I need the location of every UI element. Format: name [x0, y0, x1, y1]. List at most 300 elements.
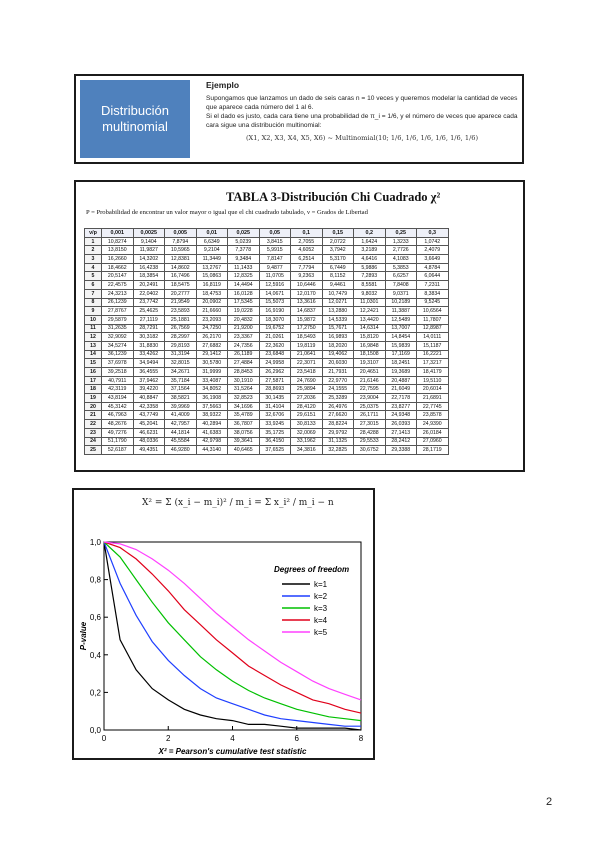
row-degrees-of-freedom: 16 — [85, 368, 102, 377]
table-cell: 46,7963 — [102, 411, 134, 420]
table-cell: 16,2221 — [417, 350, 449, 359]
row-degrees-of-freedom: 19 — [85, 394, 102, 403]
table-cell: 12,5916 — [259, 281, 291, 290]
example-line-1: Supongamos que lanzamos un dado de seis caras n = 10 veces y queremos modelar la cantidad de veces que aparece cada número del 1 al 6. — [206, 95, 518, 111]
table-cell: 26,1189 — [228, 350, 260, 359]
legend-label: k=1 — [314, 580, 328, 589]
table-cell: 6,6257 — [385, 272, 417, 281]
table-cell: 20,4832 — [228, 315, 260, 324]
table-cell: 24,3213 — [102, 289, 134, 298]
table-cell: 7,3778 — [228, 246, 260, 255]
x-tick-label: 6 — [294, 734, 299, 743]
table-cell: 5,9915 — [259, 246, 291, 255]
table-row — [85, 376, 449, 385]
table-cell: 27,1119 — [133, 315, 165, 324]
example-body — [206, 81, 518, 143]
table-cell: 19,8119 — [291, 341, 323, 350]
table-cell: 28,2997 — [165, 333, 197, 342]
legend-label: k=4 — [314, 616, 328, 625]
table-cell: 4,6052 — [291, 246, 323, 255]
x-tick-label: 2 — [166, 734, 171, 743]
table-cell: 5,3853 — [385, 263, 417, 272]
table-cell: 41,6383 — [196, 428, 228, 437]
table-cell: 21,6049 — [385, 385, 417, 394]
row-degrees-of-freedom: 1 — [85, 237, 102, 246]
table-cell: 37,6525 — [259, 446, 291, 455]
row-degrees-of-freedom: 6 — [85, 281, 102, 290]
table-cell: 18,4179 — [417, 368, 449, 377]
table-column-header: 0,01 — [196, 229, 228, 238]
table-cell: 44,1814 — [165, 428, 197, 437]
table-cell: 11,3449 — [196, 255, 228, 264]
row-degrees-of-freedom: 9 — [85, 307, 102, 316]
table-cell: 23,5418 — [291, 368, 323, 377]
table-cell: 16,2660 — [102, 255, 134, 264]
table-cell: 28,4288 — [354, 428, 386, 437]
table-row — [85, 420, 449, 429]
example-panel — [74, 74, 524, 164]
table-cell: 14,0671 — [259, 289, 291, 298]
table-row — [85, 298, 449, 307]
table-cell: 16,9190 — [259, 307, 291, 316]
table-cell: 10,6564 — [417, 307, 449, 316]
table-cell: 22,3071 — [291, 359, 323, 368]
table-cell: 15,5073 — [259, 298, 291, 307]
table-cell: 5,9886 — [354, 263, 386, 272]
table-cell: 6,6349 — [196, 237, 228, 246]
table-cell: 10,6446 — [291, 281, 323, 290]
row-degrees-of-freedom: 23 — [85, 428, 102, 437]
table-cell: 32,0069 — [291, 428, 323, 437]
table-cell: 22,7745 — [417, 402, 449, 411]
table-cell: 15,9839 — [385, 341, 417, 350]
table-row — [85, 368, 449, 377]
table-cell: 10,7479 — [322, 289, 354, 298]
table-row — [85, 255, 449, 264]
table-cell: 16,8119 — [196, 281, 228, 290]
table-cell: 12,0170 — [291, 289, 323, 298]
table-cell: 28,1719 — [417, 446, 449, 455]
table-column-header: 0,1 — [291, 229, 323, 238]
chi-square-equation: X² = Σ (x_i − m_i)² / m_i = Σ x_i² / m_i − n — [142, 498, 334, 508]
y-tick-label: 0,8 — [89, 575, 101, 585]
table-cell: 36,4150 — [259, 437, 291, 446]
table-cell: 46,9280 — [165, 446, 197, 455]
table-column-header: 0,15 — [322, 229, 354, 238]
table-cell: 29,1412 — [196, 350, 228, 359]
table-column-header: 0,005 — [165, 229, 197, 238]
row-degrees-of-freedom: 2 — [85, 246, 102, 255]
table-cell: 3,6649 — [417, 255, 449, 264]
table-cell: 31,4104 — [259, 402, 291, 411]
table-cell: 15,1187 — [417, 341, 449, 350]
p-value-chart-panel — [72, 488, 375, 760]
table-cell: 39,9969 — [165, 402, 197, 411]
multinomial-formula: (X1, X2, X3, X4, X5, X6) ~ Multinomial(10; 1/6, 1/6, 1/6, 1/6, 1/6, 1/6) — [245, 134, 479, 142]
y-tick-label: 1,0 — [89, 538, 101, 547]
table-cell: 6,7449 — [322, 263, 354, 272]
table-cell: 46,6231 — [133, 428, 165, 437]
table-cell: 27,6620 — [322, 411, 354, 420]
table-row — [85, 446, 449, 455]
table-cell: 22,3620 — [259, 341, 291, 350]
table-cell: 11,9827 — [133, 246, 165, 255]
table-row — [85, 315, 449, 324]
table-column-header: 0,2 — [354, 229, 386, 238]
table-cell: 33,9245 — [259, 420, 291, 429]
table-cell: 40,2894 — [196, 420, 228, 429]
legend-title: Degrees of freedom — [274, 565, 350, 574]
table-cell: 19,3689 — [385, 368, 417, 377]
table-cell: 20,4651 — [354, 368, 386, 377]
row-degrees-of-freedom: 15 — [85, 359, 102, 368]
table-cell: 25,0375 — [354, 402, 386, 411]
table-cell: 34,8052 — [196, 385, 228, 394]
table-cell: 14,4494 — [228, 281, 260, 290]
table-column-header: 0,025 — [228, 229, 260, 238]
table-cell: 34,2671 — [165, 368, 197, 377]
table-cell: 24,9958 — [259, 359, 291, 368]
chi-square-table-panel — [74, 180, 525, 472]
table-cell: 51,1790 — [102, 437, 134, 446]
table-cell: 20,5147 — [102, 272, 134, 281]
table-cell: 16,9893 — [322, 333, 354, 342]
table-cell: 23,8277 — [385, 402, 417, 411]
table-cell: 26,0393 — [385, 420, 417, 429]
table-cell: 16,0128 — [228, 289, 260, 298]
table-cell: 45,2041 — [133, 420, 165, 429]
table-cell: 7,2893 — [354, 272, 386, 281]
table-cell: 9,2104 — [196, 246, 228, 255]
table-corner: ν/p — [85, 229, 102, 238]
table-row — [85, 350, 449, 359]
table-cell: 16,4238 — [133, 263, 165, 272]
table-cell: 49,7276 — [102, 428, 134, 437]
table-cell: 23,7742 — [133, 298, 165, 307]
table-cell: 26,2962 — [259, 368, 291, 377]
table-cell: 21,0641 — [291, 350, 323, 359]
table-cell: 13,3616 — [291, 298, 323, 307]
chi-square-table — [84, 228, 449, 455]
p-value-chart — [74, 490, 373, 758]
table-cell: 21,0261 — [259, 333, 291, 342]
multinomial-label-box — [80, 80, 190, 158]
table-cell: 18,1508 — [354, 350, 386, 359]
table-cell: 22,9770 — [322, 376, 354, 385]
table-cell: 26,7569 — [165, 324, 197, 333]
table-cell: 20,6014 — [417, 385, 449, 394]
row-degrees-of-freedom: 24 — [85, 437, 102, 446]
table-cell: 18,2020 — [322, 341, 354, 350]
table-cell: 29,5533 — [354, 437, 386, 446]
table-cell: 27,0960 — [417, 437, 449, 446]
table-cell: 38,5821 — [165, 394, 197, 403]
table-cell: 17,2750 — [291, 324, 323, 333]
table-cell: 23,3367 — [228, 333, 260, 342]
table-cell: 14,8602 — [165, 263, 197, 272]
table-cell: 28,8224 — [322, 420, 354, 429]
table-cell: 22,4575 — [102, 281, 134, 290]
table-cell: 37,6978 — [102, 359, 134, 368]
table-cell: 19,5110 — [417, 376, 449, 385]
table-row — [85, 237, 449, 246]
table-cell: 10,2189 — [385, 298, 417, 307]
table-cell: 25,9894 — [291, 385, 323, 394]
table-column-header: 0,001 — [102, 229, 134, 238]
table-cell: 30,8133 — [291, 420, 323, 429]
table-cell: 9,4877 — [259, 263, 291, 272]
table-row — [85, 289, 449, 298]
table-cell: 32,8523 — [228, 394, 260, 403]
table-cell: 14,6314 — [354, 324, 386, 333]
table-cell: 14,8454 — [385, 333, 417, 342]
table-row — [85, 394, 449, 403]
table-body — [85, 237, 449, 454]
table-cell: 45,3142 — [102, 402, 134, 411]
row-degrees-of-freedom: 7 — [85, 289, 102, 298]
table-cell: 8,3834 — [417, 289, 449, 298]
table-cell: 42,9798 — [196, 437, 228, 446]
table-cell: 5,3170 — [322, 255, 354, 264]
table-cell: 12,8325 — [228, 272, 260, 281]
table-cell: 34,1696 — [228, 402, 260, 411]
table-cell: 19,3107 — [354, 359, 386, 368]
table-cell: 27,4884 — [228, 359, 260, 368]
row-degrees-of-freedom: 11 — [85, 324, 102, 333]
table-cell: 25,3289 — [322, 394, 354, 403]
table-cell: 14,0111 — [417, 333, 449, 342]
table-cell: 4,1083 — [385, 255, 417, 264]
x-axis-label: X² = Pearson's cumulative test statistic — [158, 747, 307, 756]
table-cell: 30,1910 — [228, 376, 260, 385]
table-cell: 13,2880 — [322, 307, 354, 316]
table-cell: 1,6424 — [354, 237, 386, 246]
table-cell: 24,7250 — [196, 324, 228, 333]
table-cell: 32,6706 — [259, 411, 291, 420]
table-title: TABLA 3-Distribución Chi Cuadrado χ² — [226, 190, 441, 204]
table-cell: 2,4079 — [417, 246, 449, 255]
table-cell: 26,0184 — [417, 428, 449, 437]
table-cell: 9,5245 — [417, 298, 449, 307]
table-row — [85, 307, 449, 316]
table-row — [85, 402, 449, 411]
table-cell: 24,1555 — [322, 385, 354, 394]
table-cell: 20,2777 — [165, 289, 197, 298]
table-cell: 18,4753 — [196, 289, 228, 298]
table-cell: 37,9462 — [133, 376, 165, 385]
table-cell: 23,9004 — [354, 394, 386, 403]
table-cell: 13,8150 — [102, 246, 134, 255]
table-cell: 18,5493 — [291, 333, 323, 342]
table-row — [85, 437, 449, 446]
row-degrees-of-freedom: 25 — [85, 446, 102, 455]
table-cell: 19,6752 — [259, 324, 291, 333]
table-cell: 9,1404 — [133, 237, 165, 246]
table-cell: 20,6030 — [322, 359, 354, 368]
table-cell: 21,6660 — [196, 307, 228, 316]
table-cell: 11,0301 — [354, 298, 386, 307]
table-row — [85, 411, 449, 420]
table-cell: 31,1325 — [322, 437, 354, 446]
table-cell: 16,7496 — [165, 272, 197, 281]
table-cell: 37,5663 — [196, 402, 228, 411]
table-cell: 32,2825 — [322, 446, 354, 455]
table-cell: 21,9200 — [228, 324, 260, 333]
y-axis-label: P-value — [79, 621, 88, 651]
table-cell: 40,6465 — [228, 446, 260, 455]
table-cell: 12,0271 — [322, 298, 354, 307]
table-cell: 36,1908 — [196, 394, 228, 403]
table-cell: 31,3194 — [165, 350, 197, 359]
row-degrees-of-freedom: 10 — [85, 315, 102, 324]
table-cell: 2,7055 — [291, 237, 323, 246]
table-cell: 27,2036 — [291, 394, 323, 403]
table-row — [85, 263, 449, 272]
table-column-header: 0,05 — [259, 229, 291, 238]
table-cell: 10,5965 — [165, 246, 197, 255]
table-cell: 33,1962 — [291, 437, 323, 446]
table-cell: 42,7957 — [165, 420, 197, 429]
table-cell: 32,8015 — [165, 359, 197, 368]
table-cell: 33,4262 — [133, 350, 165, 359]
row-degrees-of-freedom: 22 — [85, 420, 102, 429]
table-cell: 28,8453 — [228, 368, 260, 377]
table-cell: 9,8032 — [354, 289, 386, 298]
x-tick-label: 8 — [358, 734, 364, 743]
table-column-header: 0,3 — [417, 229, 449, 238]
row-degrees-of-freedom: 18 — [85, 385, 102, 394]
table-row — [85, 246, 449, 255]
x-tick-label: 4 — [230, 734, 235, 743]
table-cell: 36,7807 — [228, 420, 260, 429]
table-cell: 18,3070 — [259, 315, 291, 324]
table-cell: 13,7007 — [385, 324, 417, 333]
table-column-header: 0,0025 — [133, 229, 165, 238]
table-cell: 3,2189 — [354, 246, 386, 255]
table-cell: 24,7690 — [291, 376, 323, 385]
table-cell: 2,0722 — [322, 237, 354, 246]
row-degrees-of-freedom: 21 — [85, 411, 102, 420]
table-cell: 21,7931 — [322, 368, 354, 377]
table-cell: 7,7794 — [291, 263, 323, 272]
table-row — [85, 428, 449, 437]
table-cell: 7,8147 — [259, 255, 291, 264]
table-cell: 34,9494 — [133, 359, 165, 368]
multinomial-label: Distribución multinomial — [101, 103, 169, 134]
table-cell: 22,7595 — [354, 385, 386, 394]
table-cell: 36,4555 — [133, 368, 165, 377]
table-cell: 43,8194 — [102, 394, 134, 403]
example-line-2: Si el dado es justo, cada cara tiene una probabilidad de π_i = 1/6, y el número de veces que aparece cada cara sigue una distribución multinomial: — [206, 113, 518, 129]
table-cell: 26,1711 — [354, 411, 386, 420]
table-cell: 27,8767 — [102, 307, 134, 316]
table-cell: 42,3358 — [133, 402, 165, 411]
table-cell: 39,2518 — [102, 368, 134, 377]
table-cell: 27,5871 — [259, 376, 291, 385]
row-degrees-of-freedom: 5 — [85, 272, 102, 281]
table-cell: 18,5475 — [165, 281, 197, 290]
table-cell: 13,4420 — [354, 315, 386, 324]
legend-label: k=5 — [314, 628, 328, 637]
table-cell: 35,4789 — [228, 411, 260, 420]
table-cell: 28,8693 — [259, 385, 291, 394]
table-cell: 15,9872 — [291, 315, 323, 324]
table-cell: 29,9792 — [322, 428, 354, 437]
table-cell: 16,9848 — [354, 341, 386, 350]
table-cell: 31,5264 — [228, 385, 260, 394]
table-cell: 11,3887 — [385, 307, 417, 316]
table-cell: 48,0336 — [133, 437, 165, 446]
table-cell: 42,3119 — [102, 385, 134, 394]
table-cell: 29,6151 — [291, 411, 323, 420]
row-degrees-of-freedom: 4 — [85, 263, 102, 272]
page-number: 2 — [546, 796, 553, 808]
row-degrees-of-freedom: 13 — [85, 341, 102, 350]
table-note: P = Probabilidad de encontrar un valor mayor o igual que el chi cuadrado tabulado, ν = Grados de Libertad — [86, 209, 368, 216]
table-cell: 23,5893 — [165, 307, 197, 316]
table-cell: 30,1435 — [259, 394, 291, 403]
example-title: Ejemplo — [206, 80, 240, 90]
table-cell: 49,4351 — [133, 446, 165, 455]
table-cell: 17,3217 — [417, 359, 449, 368]
table-cell: 28,2412 — [385, 437, 417, 446]
table-cell: 1,0742 — [417, 237, 449, 246]
row-degrees-of-freedom: 3 — [85, 255, 102, 264]
table-cell: 25,1881 — [165, 315, 197, 324]
table-cell: 23,6848 — [259, 350, 291, 359]
table-cell: 33,4087 — [196, 376, 228, 385]
table-column-header: 0,25 — [385, 229, 417, 238]
table-cell: 12,2421 — [354, 307, 386, 316]
table-cell: 38,0756 — [228, 428, 260, 437]
table-cell: 11,1433 — [228, 263, 260, 272]
table-cell: 12,8381 — [165, 255, 197, 264]
table-cell: 14,5339 — [322, 315, 354, 324]
table-cell: 3,8415 — [259, 237, 291, 246]
table-cell: 2,7726 — [385, 246, 417, 255]
table-cell: 15,7671 — [322, 324, 354, 333]
row-degrees-of-freedom: 8 — [85, 298, 102, 307]
legend-label: k=2 — [314, 592, 328, 601]
table-cell: 5,0239 — [228, 237, 260, 246]
table-row — [85, 341, 449, 350]
table-row — [85, 281, 449, 290]
table-cell: 12,8987 — [417, 324, 449, 333]
y-tick-label: 0,2 — [89, 688, 101, 698]
table-cell: 40,7911 — [102, 376, 134, 385]
table-cell: 14,6837 — [291, 307, 323, 316]
table-cell: 52,6187 — [102, 446, 134, 455]
table-cell: 18,2451 — [385, 359, 417, 368]
table-cell: 29,5879 — [102, 315, 134, 324]
table-cell: 15,0863 — [196, 272, 228, 281]
table-cell: 17,1169 — [385, 350, 417, 359]
table-cell: 21,6891 — [417, 394, 449, 403]
table-cell: 35,7184 — [165, 376, 197, 385]
table-cell: 1,3233 — [385, 237, 417, 246]
y-tick-label: 0,4 — [89, 650, 101, 660]
table-cell: 19,0228 — [228, 307, 260, 316]
table-cell: 23,8578 — [417, 411, 449, 420]
table-cell: 40,8847 — [133, 394, 165, 403]
table-cell: 39,4220 — [133, 385, 165, 394]
table-cell: 30,6752 — [354, 446, 386, 455]
table-cell: 26,2170 — [196, 333, 228, 342]
table-cell: 45,5584 — [165, 437, 197, 446]
table-cell: 7,8794 — [165, 237, 197, 246]
table-cell: 4,8784 — [417, 263, 449, 272]
legend-label: k=3 — [314, 604, 328, 613]
